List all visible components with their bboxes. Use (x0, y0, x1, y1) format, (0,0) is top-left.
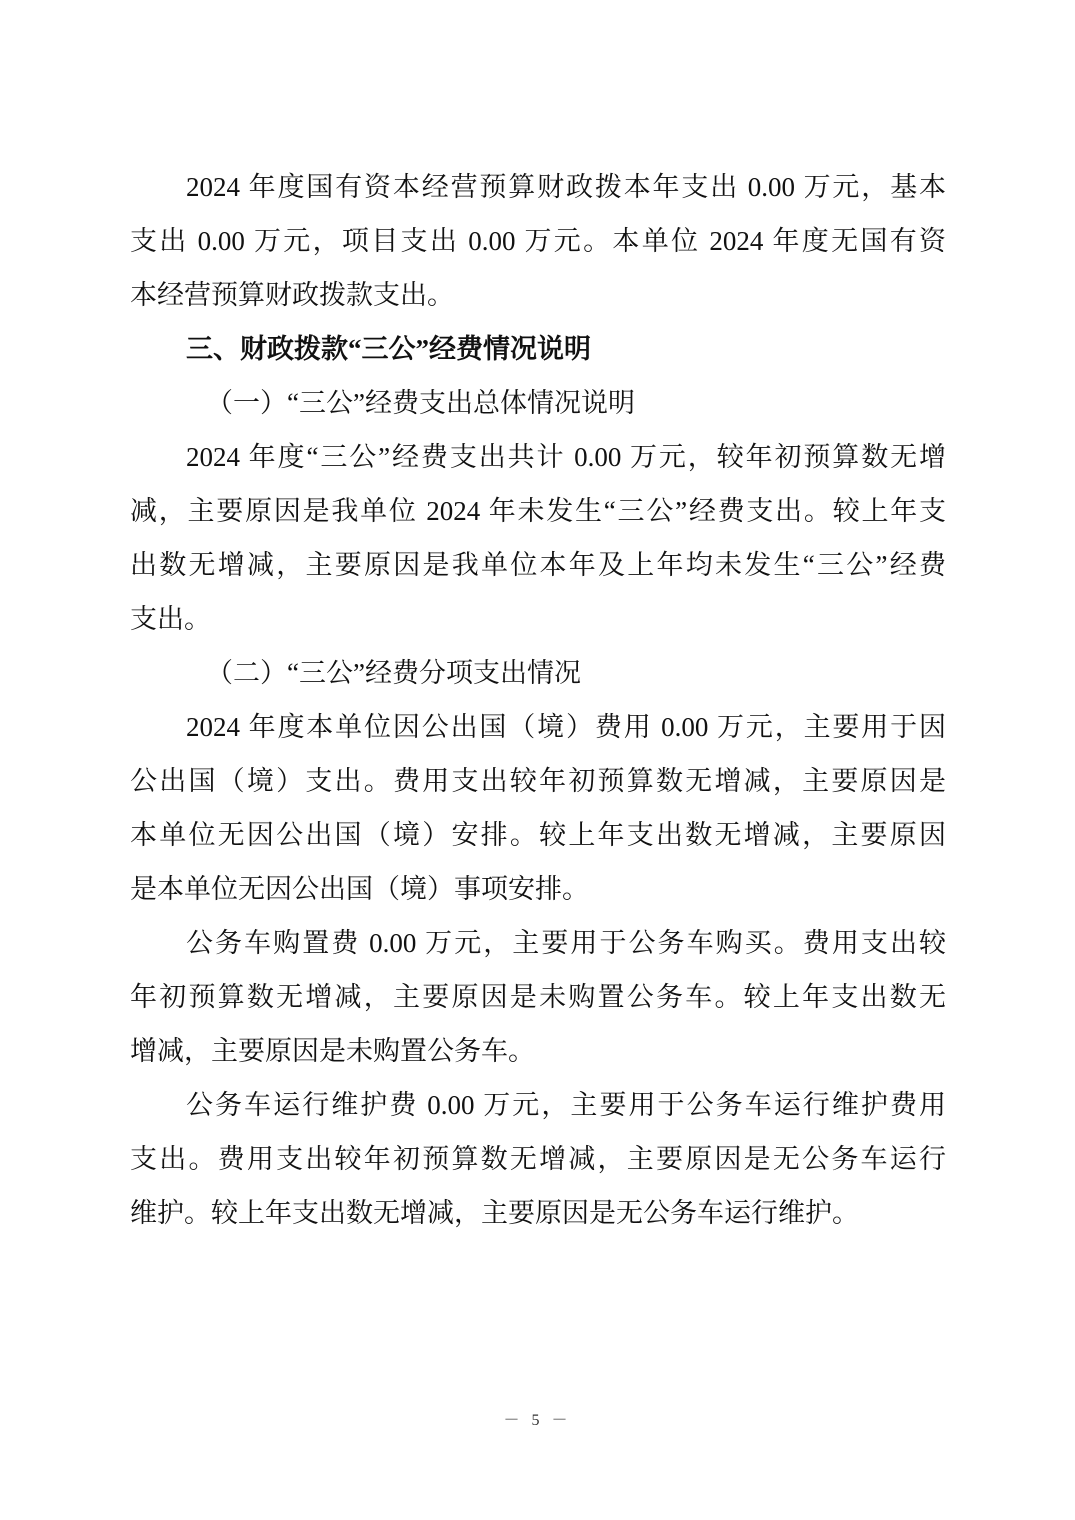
text-line: 公出国（境）支出。费用支出较年初预算数无增减，主要原因是 (130, 766, 946, 796)
text-line: 增减，主要原因是未购置公务车。 (130, 1036, 535, 1066)
paragraph (130, 1078, 946, 1240)
subsection-heading (130, 646, 946, 700)
text-line: 公务车运行维护费 0.00 万元，主要用于公务车运行维护费用 (186, 1090, 946, 1120)
text-line: 公务车购置费 0.00 万元，主要用于公务车购买。费用支出较 (186, 928, 946, 958)
page-number: － 5 － (503, 1412, 572, 1429)
paragraph (130, 430, 946, 646)
text-line: 本单位无因公出国（境）安排。较上年支出数无增减，主要原因 (130, 820, 946, 850)
document-body (130, 160, 946, 1240)
text-line: 出数无增减，主要原因是我单位本年及上年均未发生“三公”经费 (130, 550, 946, 580)
text-line: 本经营预算财政拨款支出。 (130, 280, 454, 310)
section-heading (130, 322, 946, 376)
subsection-heading (130, 376, 946, 430)
text-line: 是本单位无因公出国（境）事项安排。 (130, 874, 589, 904)
text-line: 三、财政拨款“三公”经费情况说明 (186, 334, 591, 364)
text-line: 2024 年度国有资本经营预算财政拨本年支出 0.00 万元，基本 (186, 172, 946, 202)
text-line: 减，主要原因是我单位 2024 年未发生“三公”经费支出。较上年支 (130, 496, 946, 526)
text-line: 2024 年度本单位因公出国（境）费用 0.00 万元，主要用于因 (186, 712, 946, 742)
text-line: 年初预算数无增减，主要原因是未购置公务车。较上年支出数无 (130, 982, 946, 1012)
text-line: 支出 0.00 万元，项目支出 0.00 万元。本单位 2024 年度无国有资 (130, 226, 946, 256)
paragraph (130, 916, 946, 1078)
paragraph (130, 160, 946, 322)
paragraph (130, 700, 946, 916)
text-line: （一）“三公”经费支出总体情况说明 (206, 388, 635, 418)
text-line: （二）“三公”经费分项支出情况 (206, 658, 581, 688)
text-line: 支出。 (130, 604, 211, 634)
text-line: 支出。费用支出较年初预算数无增减，主要原因是无公务车运行 (130, 1144, 946, 1174)
text-line: 2024 年度“三公”经费支出共计 0.00 万元，较年初预算数无增 (186, 442, 946, 472)
text-line: 维护。较上年支出数无增减，主要原因是无公务车运行维护。 (130, 1198, 859, 1228)
